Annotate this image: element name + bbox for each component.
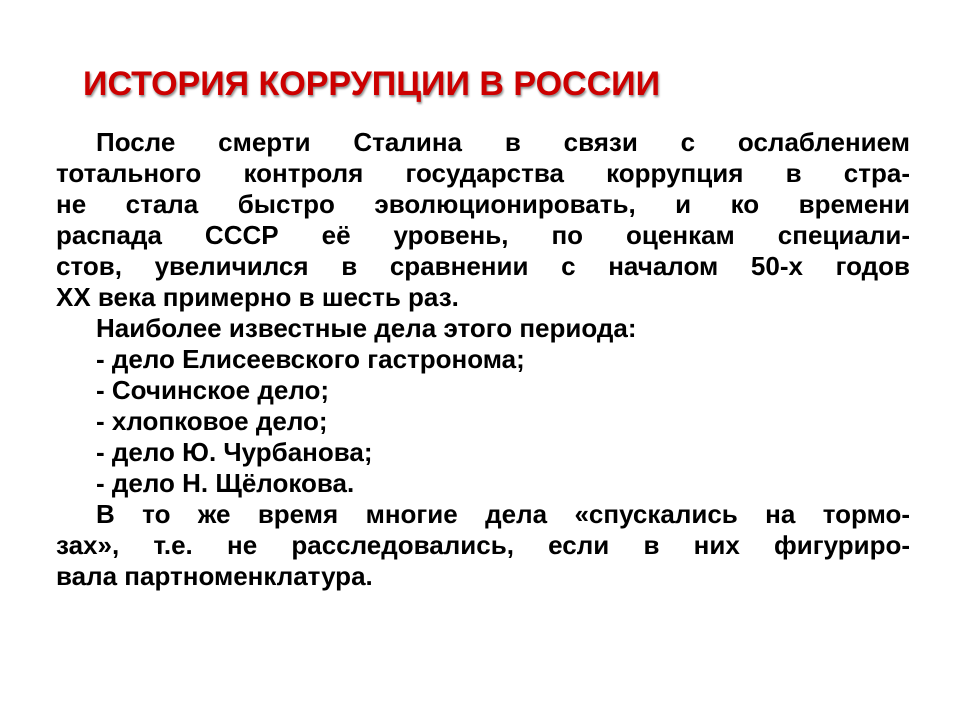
- slide-body: [56, 127, 910, 592]
- slide-title: ИСТОРИЯ КОРРУПЦИИ В РОССИИ: [83, 65, 661, 103]
- list-item: - Сочинское дело;: [96, 375, 330, 405]
- paragraph1-line: тотального контроля государства коррупция в стра-: [56, 158, 910, 188]
- list-item: - дело Елисеевского гастронома;: [96, 344, 525, 374]
- paragraph1-line: После смерти Сталина в связи с ослаблением: [96, 127, 910, 157]
- list-intro: Наиболее известные дела этого периода:: [96, 313, 637, 343]
- paragraph1-line: XX века примерно в шесть раз.: [56, 282, 459, 312]
- list-item: - дело Н. Щёлокова.: [96, 468, 355, 498]
- paragraph1-line: не стала быстро эволюционировать, и ко времени: [56, 189, 910, 219]
- list-item: - дело Ю. Чурбанова;: [96, 437, 373, 467]
- paragraph1-line: стов, увеличился в сравнении с началом 50-х годов: [56, 251, 910, 281]
- list-item: - хлопковое дело;: [96, 406, 328, 436]
- paragraph2-line: В то же время многие дела «спускались на тормо-: [96, 499, 910, 529]
- paragraph2-line: зах», т.е. не расследовались, если в них фигуриро-: [56, 530, 910, 560]
- paragraph1-line: распада СССР её уровень, по оценкам специали-: [56, 220, 910, 250]
- paragraph2-line: вала партноменклатура.: [56, 561, 373, 591]
